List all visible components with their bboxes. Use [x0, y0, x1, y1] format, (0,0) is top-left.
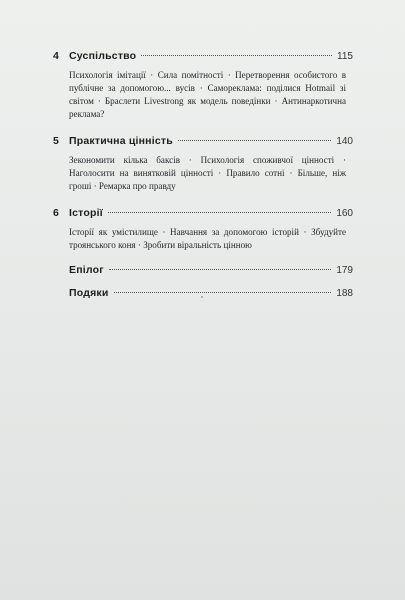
table-of-contents: [53, 50, 353, 310]
chapter-subtitles: Психологія імітації · Сила помітності · Перетворення особистого в публічне за допомогою... вусів · Самореклама: поділися Hotmail зі світом · Браслети Livestrong як модель поведінки · Антинаркотична реклама?: [69, 70, 346, 119]
chapter-page-number: 160: [336, 208, 353, 219]
toc-entry-acknowledgements: [53, 287, 353, 303]
entry-page-number: 188: [336, 288, 353, 299]
chapter-subtitles: Зекономити кілька баксів · Психологія споживчої цінності · Наголосити на винятковій цінності · Правило сотні · Більше, ніж гроші · Ремарка про правду: [69, 155, 346, 191]
toc-chapter-6: [53, 207, 353, 252]
chapter-page-number: 115: [337, 51, 353, 62]
chapter-page-number: 140: [336, 136, 353, 147]
dot-leader: [109, 269, 332, 270]
entry-title: Епілог: [69, 264, 104, 276]
dot-leader: [178, 140, 331, 141]
chapter-number: 5: [53, 135, 59, 147]
chapter-subtitles: Історії як умістилище · Навчання за допомогою історій · Збудуйте троянського коня · Зробити віральність цінною: [69, 227, 346, 250]
entry-title: Подяки: [69, 287, 109, 299]
chapter-title: Практична цінність: [69, 135, 173, 147]
toc-entry-epilogue: [53, 264, 353, 280]
toc-back-matter: [53, 264, 353, 303]
chapter-title: Суспільство: [69, 50, 137, 62]
chapter-number: 4: [53, 50, 59, 62]
dot-leader: [114, 292, 332, 293]
chapter-number: 6: [53, 207, 59, 219]
chapter-title: Історії: [69, 207, 103, 219]
dot-leader: [141, 55, 332, 56]
toc-chapter-4: [53, 50, 353, 121]
dot-leader: [108, 212, 331, 213]
toc-chapter-5: [53, 135, 353, 193]
entry-page-number: 179: [336, 265, 353, 276]
paper-speck: [201, 296, 203, 298]
chapter-heading-row: [53, 50, 353, 66]
chapter-heading-row: [53, 207, 353, 223]
chapter-heading-row: [53, 135, 353, 151]
